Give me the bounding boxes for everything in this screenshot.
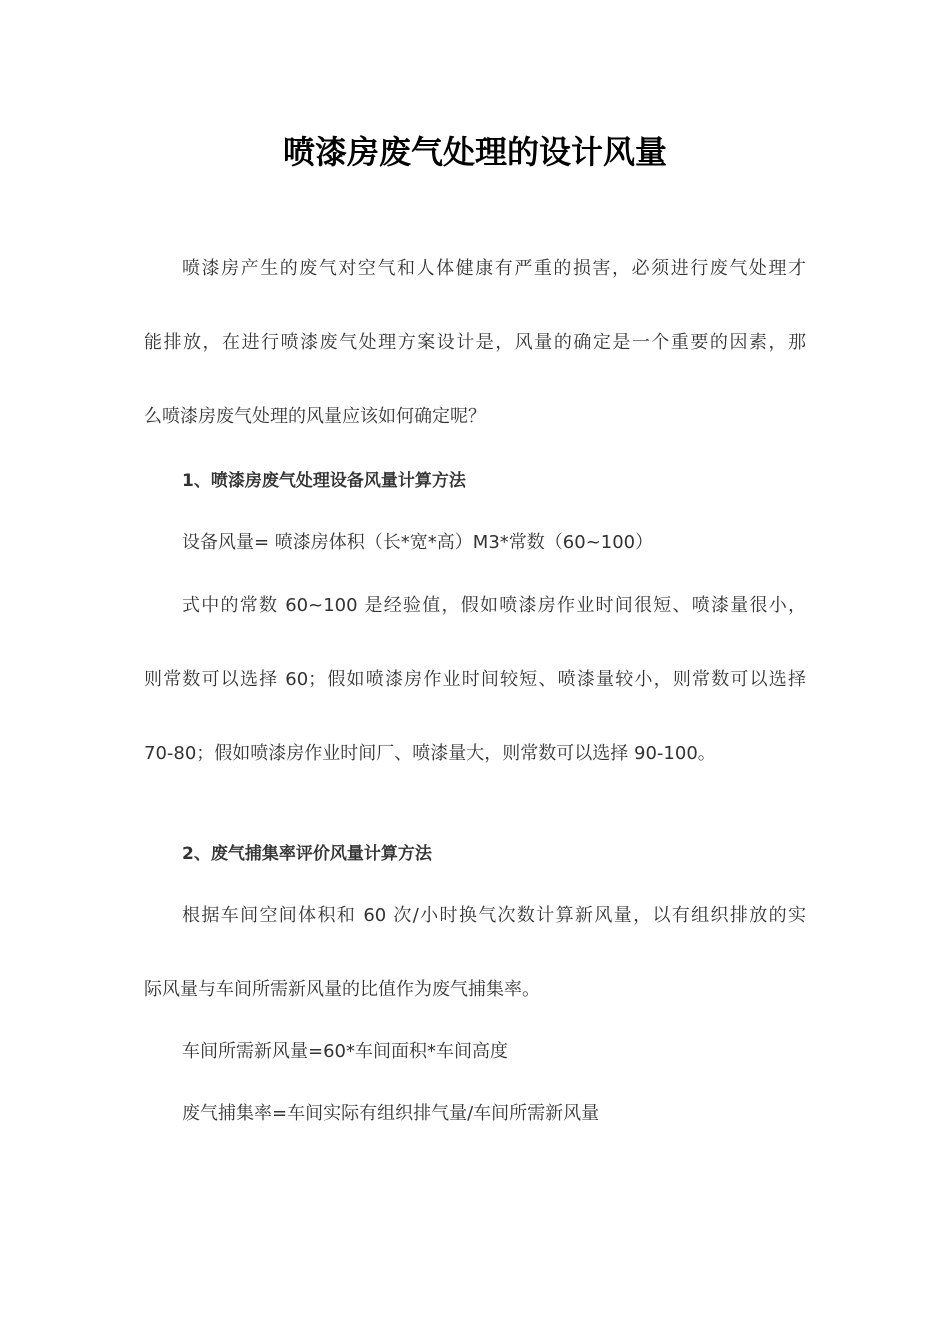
section2-description-line-1: 根据车间空间体积和 60 次/小时换气次数计算新风量，以有组织排放的实 bbox=[182, 905, 806, 926]
section2-description-line-2: 际风量与车间所需新风量的比值作为废气捕集率。 bbox=[144, 979, 540, 1000]
section2-formula-1: 车间所需新风量=60*车间面积*车间高度 bbox=[182, 1041, 508, 1062]
section1-explanation-line-1: 式中的常数 60~100 是经验值，假如喷漆房作业时间很短、喷漆量很小， bbox=[182, 595, 806, 616]
section1-heading: 1、喷漆房废气处理设备风量计算方法 bbox=[182, 471, 466, 491]
section1-explanation-line-2: 则常数可以选择 60；假如喷漆房作业时间较短、喷漆量较小，则常数可以选择 bbox=[144, 669, 806, 690]
intro-line-2: 能排放，在进行喷漆废气处理方案设计是，风量的确定是一个重要的因素，那 bbox=[144, 332, 806, 353]
intro-line-3: 么喷漆房废气处理的风量应该如何确定呢？ bbox=[144, 406, 486, 427]
intro-line-1: 喷漆房产生的废气对空气和人体健康有严重的损害，必须进行废气处理才 bbox=[182, 258, 806, 279]
section2-heading: 2、废气捕集率评价风量计算方法 bbox=[182, 844, 432, 864]
document-title: 喷漆房废气处理的设计风量 bbox=[282, 133, 667, 171]
section2-formula-2: 废气捕集率=车间实际有组织排气量/车间所需新风量 bbox=[182, 1103, 600, 1124]
section1-formula: 设备风量= 喷漆房体积（长*宽*高）M3*常数（60~100） bbox=[182, 532, 654, 553]
section1-explanation-line-3: 70-80；假如喷漆房作业时间厂、喷漆量大，则常数可以选择 90-100。 bbox=[144, 743, 716, 764]
